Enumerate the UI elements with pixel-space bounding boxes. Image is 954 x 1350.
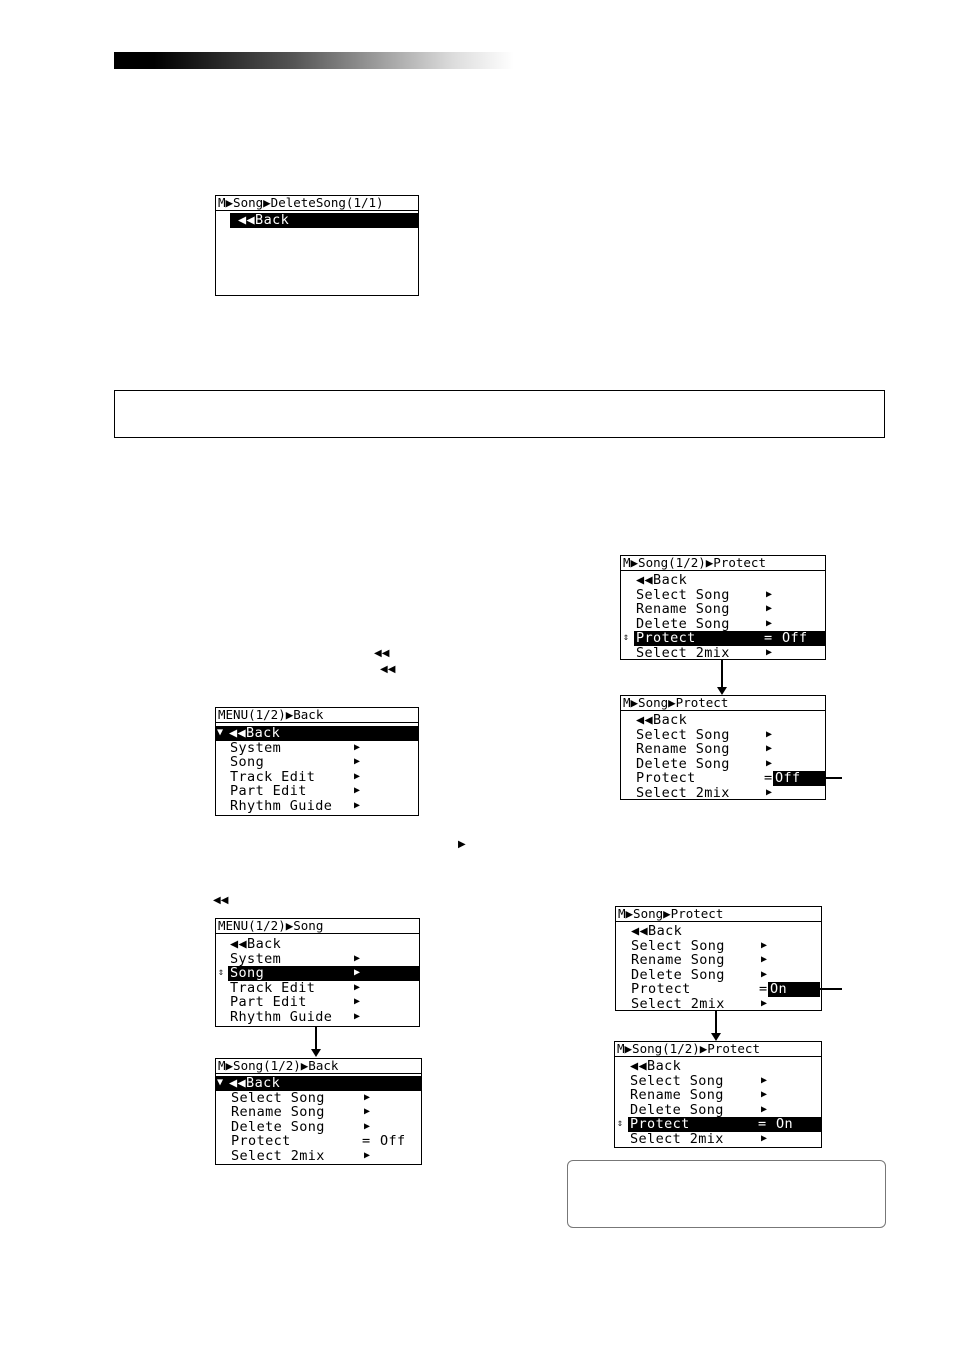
lcd-row-delete-song[interactable]	[216, 1120, 421, 1135]
submenu-arrow-icon: ▶	[761, 1132, 768, 1144]
lcd-row-label: Part Edit	[230, 994, 307, 1010]
lcd-row-label: Select 2mix	[631, 995, 725, 1011]
lcd-row-back[interactable]	[216, 937, 419, 952]
protect-value-editing[interactable]: On	[768, 982, 820, 997]
lcd-title: M▶Song(1/2)▶Back	[216, 1059, 421, 1074]
submenu-arrow-icon: ▶	[761, 1074, 768, 1086]
submenu-arrow-icon: ▶	[354, 756, 361, 767]
lcd-row-track-edit[interactable]	[216, 981, 419, 996]
submenu-arrow-icon: ▶	[766, 646, 773, 658]
lcd-title: MENU(1/2)▶Song	[216, 919, 419, 934]
lcd-row-label: Protect	[231, 1133, 291, 1149]
protect-value: On	[776, 1116, 794, 1132]
note-box	[567, 1160, 886, 1228]
lcd-title: MENU(1/2)▶Back	[216, 708, 418, 723]
lcd-row-label: Rename Song	[630, 1087, 724, 1103]
lcd-row-label: Delete Song	[631, 966, 725, 983]
lcd-row-select-2mix[interactable]	[621, 786, 825, 801]
submenu-arrow-icon: ▶	[766, 757, 773, 769]
submenu-arrow-icon: ▶	[761, 1103, 768, 1115]
lcd-row-label: Rename Song	[231, 1104, 325, 1120]
lcd-row-label: Select Song	[636, 586, 730, 603]
lcd-row-protect[interactable]	[621, 771, 825, 786]
lcd-row-song[interactable]	[228, 966, 419, 981]
submenu-arrow-icon: ▶	[761, 954, 768, 965]
flow-arrow	[715, 1010, 717, 1034]
submenu-arrow-icon: ▶	[354, 785, 361, 796]
submenu-arrow-icon: ▶	[354, 741, 361, 753]
lcd-row-label: Delete Song	[231, 1118, 325, 1135]
lcd-row-back[interactable]	[216, 726, 418, 741]
lcd-song-protect-on-confirmed-screen	[614, 1041, 822, 1148]
lcd-row-equals: =	[362, 1133, 371, 1149]
lcd-delete-song-screen	[215, 195, 419, 296]
scroll-updown-icon: ⇕	[617, 1118, 624, 1129]
lcd-row-label: Select Song	[636, 726, 730, 743]
callout-line	[820, 988, 842, 990]
lcd-row-label: Protect	[636, 630, 696, 646]
flow-arrow	[721, 659, 723, 688]
lcd-row-select-song[interactable]	[621, 728, 825, 743]
lcd-row-song[interactable]	[216, 755, 418, 770]
scroll-updown-icon: ⇕	[623, 632, 630, 643]
submenu-arrow-icon: ▶	[761, 1089, 768, 1100]
lcd-row-rhythm-guide[interactable]	[216, 799, 418, 814]
lcd-row-label: Track Edit	[230, 979, 316, 996]
submenu-arrow-icon: ▶	[354, 952, 361, 964]
submenu-arrow-icon: ▶	[766, 786, 773, 798]
submenu-arrow-icon: ▶	[364, 1120, 371, 1132]
lcd-row-label: System	[230, 739, 282, 756]
lcd-row-label: Select 2mix	[630, 1130, 724, 1147]
lcd-row-label: Rhythm Guide	[230, 1008, 333, 1025]
lcd-row-label: Protect	[631, 981, 691, 997]
lcd-row-label: Delete Song	[636, 755, 730, 772]
lcd-song-protect-off-screen	[620, 695, 826, 800]
lcd-song-protect-on-screen	[615, 906, 822, 1011]
protect-value: Off	[380, 1133, 406, 1149]
lcd-row-label: ◀◀Back	[238, 212, 290, 228]
lcd-row-label: Select 2mix	[636, 644, 730, 660]
submenu-arrow-icon: ▶	[761, 997, 768, 1009]
lcd-row-protect[interactable]	[628, 1117, 821, 1132]
submenu-arrow-icon: ▶	[354, 996, 361, 1007]
lcd-row-select-2mix[interactable]	[616, 997, 821, 1012]
section-header-bar	[114, 52, 514, 69]
protect-value-editing[interactable]: Off	[773, 771, 825, 786]
lcd-row-back[interactable]	[615, 1059, 821, 1074]
lcd-row-rename-song[interactable]	[615, 1088, 821, 1103]
lcd-row-equals: =	[759, 981, 768, 997]
lcd-row-label: ◀◀Back	[636, 572, 688, 588]
lcd-row-label: Rename Song	[631, 952, 725, 968]
lcd-row-select-2mix[interactable]	[621, 646, 825, 661]
submenu-arrow-icon: ▶	[766, 588, 773, 600]
lcd-row-label: Song	[230, 754, 265, 770]
lcd-row-back[interactable]	[621, 713, 825, 728]
lcd-title: M▶Song(1/2)▶Protect	[615, 1042, 821, 1057]
submenu-arrow-icon: ▶	[354, 967, 361, 978]
submenu-arrow-icon: ▶	[354, 981, 361, 993]
scroll-down-icon: ▼	[217, 1077, 224, 1088]
lcd-row-label: ◀◀Back	[229, 725, 281, 741]
lcd-row-select-2mix[interactable]	[615, 1132, 821, 1147]
note-box	[114, 390, 885, 438]
lcd-row-back[interactable]	[216, 1076, 421, 1091]
lcd-row-equals: =	[758, 1116, 767, 1132]
lcd-row-equals: =	[764, 630, 773, 646]
lcd-row-equals: =	[764, 770, 773, 786]
lcd-row-track-edit[interactable]	[216, 770, 418, 785]
lcd-row-rhythm-guide[interactable]	[216, 1010, 419, 1025]
lcd-row-delete-song[interactable]	[615, 1103, 821, 1118]
lcd-row-label: Protect	[630, 1116, 690, 1132]
lcd-row-delete-song[interactable]	[621, 617, 825, 632]
lcd-row-label: Select Song	[630, 1072, 724, 1089]
lcd-row-delete-song[interactable]	[616, 968, 821, 983]
lcd-row-protect[interactable]	[634, 631, 825, 646]
lcd-row-label: System	[230, 950, 282, 967]
lcd-row-label: Select 2mix	[636, 784, 730, 800]
submenu-arrow-icon: ▶	[766, 743, 773, 754]
play-icon: ▶	[458, 839, 466, 850]
lcd-row-rename-song[interactable]	[621, 602, 825, 617]
submenu-arrow-icon: ▶	[766, 603, 773, 614]
lcd-menu-back-screen	[215, 707, 419, 816]
scroll-updown-icon: ⇕	[218, 967, 225, 978]
rewind-icon: ◀◀	[380, 664, 396, 675]
lcd-row-select-song[interactable]	[616, 939, 821, 954]
submenu-arrow-icon: ▶	[364, 1106, 371, 1117]
lcd-row-label: Delete Song	[630, 1101, 724, 1118]
submenu-arrow-icon: ▶	[364, 1149, 371, 1161]
lcd-row-label: Song	[230, 965, 265, 981]
lcd-row-label: ◀◀Back	[636, 712, 688, 728]
lcd-row-rename-song[interactable]	[621, 742, 825, 757]
lcd-menu-song-screen	[215, 918, 420, 1027]
lcd-row-label: ◀◀Back	[630, 1058, 682, 1074]
submenu-arrow-icon: ▶	[354, 1010, 361, 1022]
submenu-arrow-icon: ▶	[354, 799, 361, 811]
lcd-row-select-song[interactable]	[615, 1074, 821, 1089]
lcd-row-back[interactable]	[616, 924, 821, 939]
scroll-down-icon: ▼	[217, 727, 224, 738]
lcd-title: M▶Song▶Protect	[621, 696, 825, 711]
lcd-row-label: Rhythm Guide	[230, 797, 333, 814]
submenu-arrow-icon: ▶	[761, 939, 768, 951]
submenu-arrow-icon: ▶	[761, 968, 768, 980]
lcd-row-label: Select Song	[231, 1089, 325, 1106]
lcd-row-select-song[interactable]	[216, 1091, 421, 1106]
rewind-icon: ◀◀	[213, 895, 229, 906]
lcd-row-label: Delete Song	[636, 615, 730, 632]
lcd-row-part-edit[interactable]	[216, 995, 419, 1010]
flow-arrow	[315, 1026, 317, 1050]
lcd-row-rename-song[interactable]	[216, 1105, 421, 1120]
lcd-row-delete-song[interactable]	[621, 757, 825, 772]
lcd-title: M▶Song(1/2)▶Protect	[621, 556, 825, 571]
callout-line	[824, 777, 842, 779]
lcd-row-label: ◀◀Back	[229, 1075, 281, 1091]
protect-value: Off	[782, 630, 808, 646]
lcd-row-protect[interactable]	[616, 982, 821, 997]
lcd-row-label: Rename Song	[636, 741, 730, 757]
lcd-row-select-song[interactable]	[621, 588, 825, 603]
lcd-row-label: Protect	[636, 770, 696, 786]
lcd-row-label: ◀◀Back	[631, 923, 683, 939]
submenu-arrow-icon: ▶	[766, 617, 773, 629]
submenu-arrow-icon: ▶	[354, 770, 361, 782]
lcd-row-rename-song[interactable]	[616, 953, 821, 968]
lcd-row-back[interactable]	[230, 213, 418, 228]
lcd-row-label: Part Edit	[230, 783, 307, 799]
submenu-arrow-icon: ▶	[364, 1091, 371, 1103]
lcd-row-protect[interactable]	[216, 1134, 421, 1149]
lcd-row-label: Track Edit	[230, 768, 316, 785]
rewind-icon: ◀◀	[374, 648, 390, 659]
lcd-row-part-edit[interactable]	[216, 784, 418, 799]
lcd-row-label: ◀◀Back	[230, 936, 282, 952]
lcd-title: M▶Song▶DeleteSong(1/1)	[216, 196, 418, 211]
lcd-row-select-2mix[interactable]	[216, 1149, 421, 1164]
lcd-row-system[interactable]	[216, 741, 418, 756]
lcd-song-back-screen	[215, 1058, 422, 1165]
lcd-title: M▶Song▶Protect	[616, 907, 821, 922]
lcd-row-label: Rename Song	[636, 601, 730, 617]
lcd-row-back[interactable]	[621, 573, 825, 588]
lcd-song-protect-select-screen	[620, 555, 826, 660]
lcd-row-label: Select 2mix	[231, 1147, 325, 1164]
submenu-arrow-icon: ▶	[766, 728, 773, 740]
lcd-row-label: Select Song	[631, 937, 725, 954]
lcd-row-system[interactable]	[216, 952, 419, 967]
